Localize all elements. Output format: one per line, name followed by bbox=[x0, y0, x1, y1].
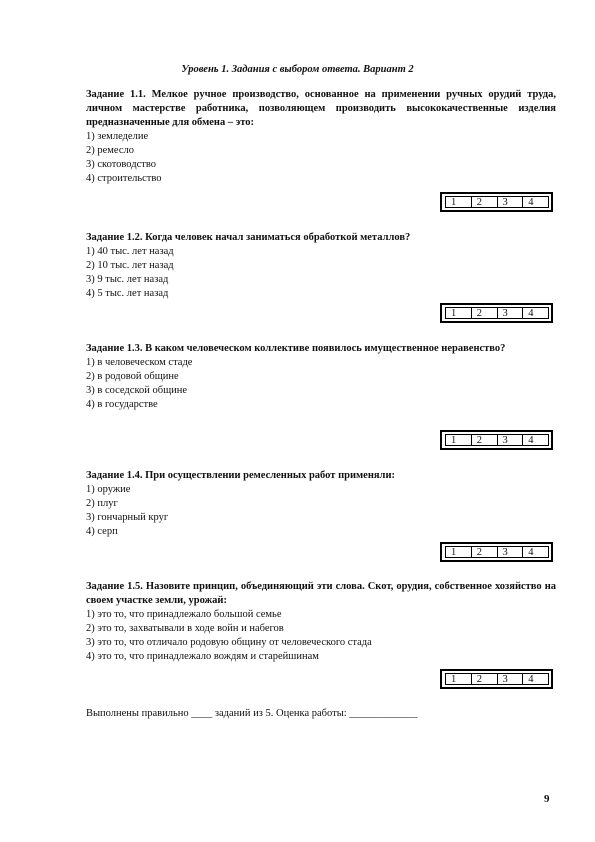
answer-cell[interactable]: 3 bbox=[497, 673, 524, 685]
answer-option: 3) 9 тыс. лет назад bbox=[86, 274, 169, 285]
answer-cell[interactable]: 4 bbox=[522, 673, 549, 685]
answer-cell[interactable]: 4 bbox=[522, 196, 549, 208]
answer-cell[interactable]: 2 bbox=[471, 196, 498, 208]
task-question: Задание 1.5. Назовите принцип, объединяющий эти слова. Скот, орудия, собственное хозяйство на своем участке земли, урожай: bbox=[86, 581, 556, 606]
answer-option: 1) в человеческом стаде bbox=[86, 357, 193, 368]
answer-option: 4) в государстве bbox=[86, 399, 158, 410]
answer-cell[interactable]: 4 bbox=[522, 307, 549, 319]
answer-option: 1) земледелие bbox=[86, 131, 149, 142]
task-question: Задание 1.4. При осуществлении ремесленных работ применяли: bbox=[86, 470, 395, 481]
answer-cell[interactable]: 2 bbox=[471, 434, 498, 446]
answer-option: 2) плуг bbox=[86, 498, 118, 509]
answer-option: 2) это то, захватывали в ходе войн и набегов bbox=[86, 623, 284, 634]
task-1-1 bbox=[86, 88, 556, 186]
answer-grid[interactable] bbox=[440, 192, 553, 212]
task-1-2 bbox=[86, 231, 556, 301]
answer-option: 3) скотоводство bbox=[86, 159, 156, 170]
task-question: Задание 1.1. Мелкое ручное производство, основанное на применении ручных орудий труда, личном мастерстве работника, позволяющем производить высококачественные изделия предназначенные для обмена – это: bbox=[86, 89, 556, 128]
answer-cell[interactable]: 1 bbox=[445, 307, 472, 319]
answer-cell[interactable]: 3 bbox=[497, 434, 524, 446]
answer-option: 2) ремесло bbox=[86, 145, 134, 156]
answer-option: 4) серп bbox=[86, 526, 118, 537]
answer-cell[interactable]: 1 bbox=[445, 196, 472, 208]
answer-option: 4) это то, что принадлежало вождям и старейшинам bbox=[86, 651, 319, 662]
page-number: 9 bbox=[544, 793, 550, 805]
answer-option: 3) это то, что отличало родовую общину от человеческого стада bbox=[86, 637, 372, 648]
answer-cell[interactable]: 2 bbox=[471, 546, 498, 558]
answer-cell[interactable]: 2 bbox=[471, 307, 498, 319]
answer-option: 2) 10 тыс. лет назад bbox=[86, 260, 174, 271]
answer-grid[interactable] bbox=[440, 303, 553, 323]
answer-option: 1) это то, что принадлежало большой семье bbox=[86, 609, 282, 620]
answer-option: 2) в родовой общине bbox=[86, 371, 179, 382]
answer-cell[interactable]: 3 bbox=[497, 546, 524, 558]
task-1-4 bbox=[86, 469, 556, 539]
answer-cell[interactable]: 1 bbox=[445, 434, 472, 446]
answer-cell[interactable]: 1 bbox=[445, 673, 472, 685]
answer-option: 1) оружие bbox=[86, 484, 131, 495]
answer-option: 3) в соседской общине bbox=[86, 385, 188, 396]
answer-grid[interactable] bbox=[440, 542, 553, 562]
task-question: Задание 1.3. В каком человеческом коллективе появилось имущественное неравенство? bbox=[86, 343, 506, 354]
answer-option: 3) гончарный круг bbox=[86, 512, 169, 523]
page-title: Уровень 1. Задания с выбором ответа. Вариант 2 bbox=[181, 64, 414, 75]
answer-cell[interactable]: 3 bbox=[497, 196, 524, 208]
answer-cell[interactable]: 4 bbox=[522, 546, 549, 558]
task-1-3 bbox=[86, 342, 556, 412]
answer-cell[interactable]: 4 bbox=[522, 434, 549, 446]
answer-option: 4) 5 тыс. лет назад bbox=[86, 288, 169, 299]
answer-grid[interactable] bbox=[440, 669, 553, 689]
answer-option: 1) 40 тыс. лет назад bbox=[86, 246, 174, 257]
answer-cell[interactable]: 1 bbox=[445, 546, 472, 558]
answer-cell[interactable]: 3 bbox=[497, 307, 524, 319]
task-1-5 bbox=[86, 580, 556, 664]
answer-option: 4) строительство bbox=[86, 173, 162, 184]
score-line: Выполнены правильно ____ заданий из 5. Оценка работы: _____________ bbox=[86, 708, 418, 719]
answer-cell[interactable]: 2 bbox=[471, 673, 498, 685]
task-question: Задание 1.2. Когда человек начал заниматься обработкой металлов? bbox=[86, 232, 411, 243]
answer-grid[interactable] bbox=[440, 430, 553, 450]
